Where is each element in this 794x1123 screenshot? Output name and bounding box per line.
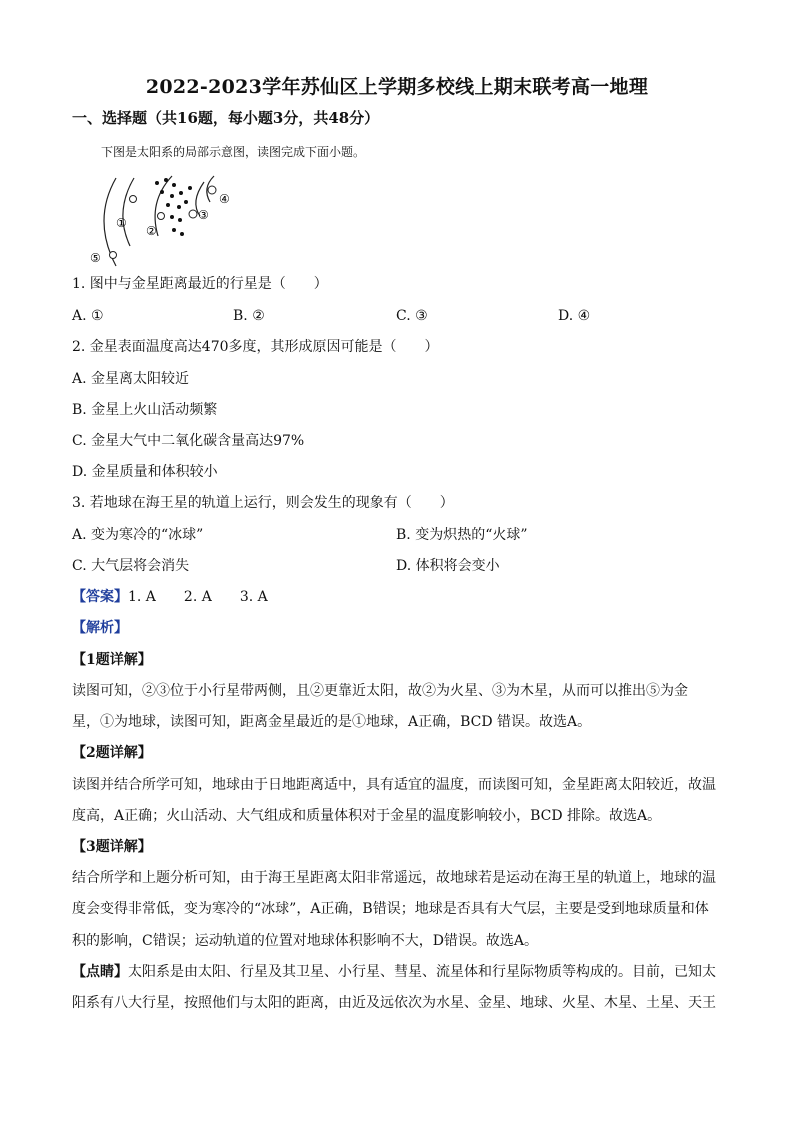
diagram-label: ④ [219, 192, 230, 206]
q2-option-c: C. 金星大气中二氧化碳含量高达97% [72, 433, 305, 449]
q2-option-d: D. 金星质量和体积较小 [72, 464, 218, 480]
detail-2-line: 度高，A正确；火山活动、大气组成和质量体积对于金星的温度影响较小，BCD 排除。故选A。 [72, 808, 662, 824]
q2-option-a: A. 金星离太阳较近 [72, 371, 190, 387]
q1-option-a: A. ① [72, 308, 104, 324]
detail-3-line: 结合所学和上题分析可知，由于海王星距离太阳非常遥远，故地球若是运动在海王星的轨道上，地球的温 [72, 870, 716, 886]
answer-text: 1. A 2. A 3. A [128, 589, 268, 605]
diagram-label: ③ [198, 208, 209, 222]
q3-option-c: C. 大气层将会消失 [72, 558, 190, 574]
q3-option-b: B. 变为炽热的“火球” [396, 527, 528, 543]
detail-3-line: 度会变得非常低，变为寒冷的“冰球”，A正确，B错误；地球是否具有大气层，主要是受到地球质量和体 [72, 901, 709, 917]
page-title: 2022-2023学年苏仙区上学期多校线上期末联考高一地理 [145, 76, 649, 98]
planet-marker [130, 196, 137, 203]
q1-option-c: C. ③ [396, 308, 428, 324]
question-2-stem: 2. 金星表面温度高达470多度，其形成原因可能是（ ） [72, 339, 439, 355]
q3-option-d: D. 体积将会变小 [396, 558, 500, 574]
question-3-stem: 3. 若地球在海王星的轨道上运行，则会发生的现象有（ ） [72, 495, 454, 511]
detail-3-heading: 【3题详解】 [72, 839, 152, 855]
planet-marker [158, 213, 165, 220]
point-line-2: 阳系有八大行星，按照他们与太阳的距离，由近及远依次为水星、金星、地球、火星、木星、土星、天王 [72, 995, 716, 1011]
question-1-stem: 1. 图中与金星距离最近的行星是（ ） [72, 276, 328, 292]
q2-option-b: B. 金星上火山活动频繁 [72, 402, 218, 418]
point-line [72, 962, 716, 982]
detail-1-line: 读图可知，②③位于小行星带两侧，且②更靠近太阳，故②为火星、③为木星，从而可以推出⑤为金 [72, 683, 688, 699]
diagram-label: ② [146, 224, 157, 238]
solar-system-diagram [86, 172, 246, 268]
point-text: 太阳系是由太阳、行星及其卫星、小行星、彗星、流星体和行星际物质等构成的。目前，已知太 [128, 964, 716, 980]
question-intro: 下图是太阳系的局部示意图，读图完成下面小题。 [101, 145, 366, 159]
detail-2-line: 读图并结合所学可知，地球由于日地距离适中，具有适宜的温度，而读图可知，金星距离太阳较近，故温 [72, 777, 716, 793]
section-heading: 一、选择题（共16题，每小题3分，共48分） [72, 109, 380, 127]
orbit-arc [123, 178, 134, 246]
planet-marker [189, 210, 197, 218]
answer-line [72, 587, 268, 607]
detail-1-heading: 【1题详解】 [72, 652, 152, 668]
detail-3-line: 积的影响，C错误；运动轨道的位置对地球体积影响不大，D错误。故选A。 [72, 933, 539, 949]
planet-marker [110, 252, 117, 259]
analysis-label: 【解析】 [72, 620, 128, 636]
diagram-label: ⑤ [90, 251, 101, 265]
q1-option-d: D. ④ [558, 308, 591, 324]
q1-option-b: B. ② [233, 308, 265, 324]
planet-marker [208, 186, 216, 194]
answer-label: 【答案】 [72, 589, 128, 605]
diagram-label: ① [116, 216, 127, 230]
q3-option-a: A. 变为寒冷的“冰球” [72, 527, 204, 543]
asteroid-belt [155, 178, 192, 236]
point-label: 【点睛】 [72, 964, 128, 980]
detail-2-heading: 【2题详解】 [72, 745, 152, 761]
detail-1-line: 星，①为地球，读图可知，距离金星最近的是①地球，A正确，BCD 错误。故选A。 [72, 714, 592, 730]
